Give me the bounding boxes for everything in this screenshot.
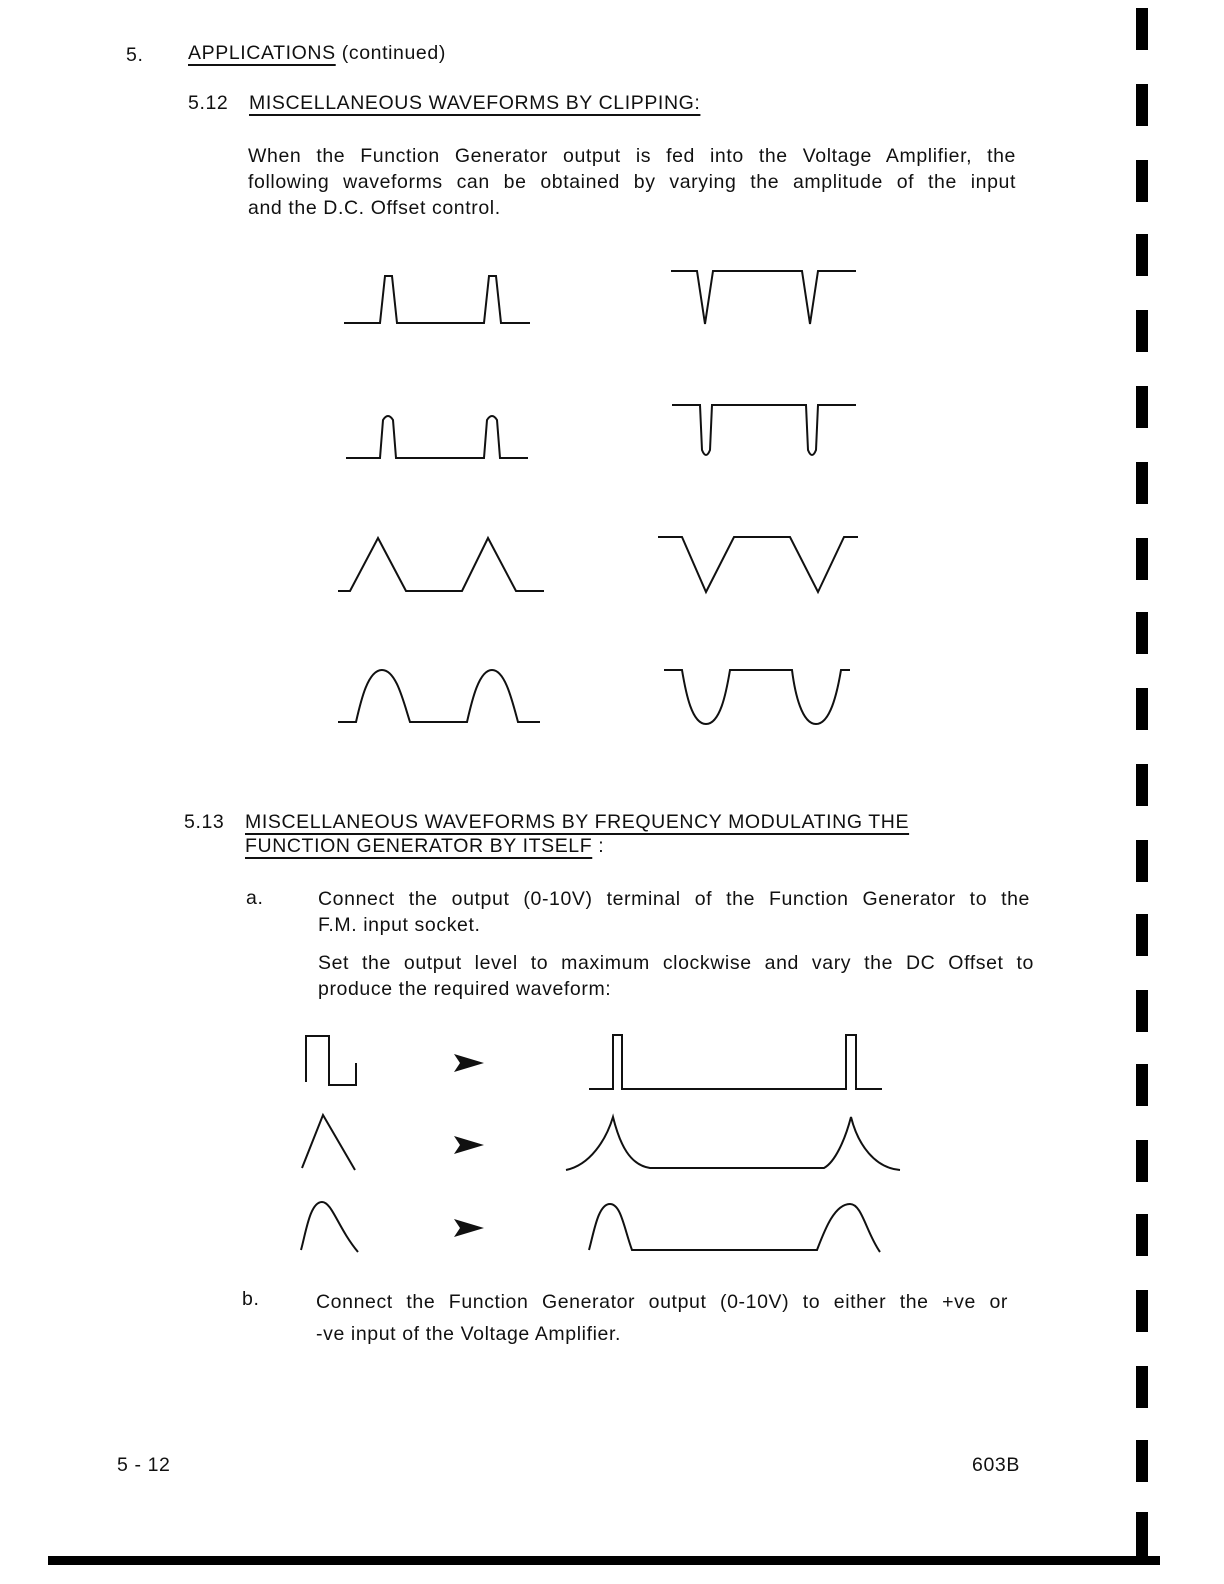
binding-mark xyxy=(1136,1290,1148,1332)
bottom-rule xyxy=(48,1556,1160,1565)
binding-mark xyxy=(1136,462,1148,504)
step-a-line-2: F.M. input socket. xyxy=(318,914,481,936)
step-a-label: a. xyxy=(246,887,264,909)
step-a-line-3: Set the output level to maximum clockwise and vary the DC Offset to xyxy=(318,952,1034,974)
s512-line-3: and the D.C. Offset control. xyxy=(248,197,501,219)
s513-title-line-1 xyxy=(245,813,909,833)
triangle-waveform xyxy=(658,537,858,592)
binding-mark xyxy=(1136,688,1148,730)
pulse-train-waveform xyxy=(589,1204,880,1252)
s513-number: 5.13 xyxy=(184,811,225,833)
arrow-icon xyxy=(454,1136,484,1154)
binding-mark xyxy=(1136,914,1148,956)
step-b-paragraph xyxy=(316,1286,1008,1350)
sine-waveform xyxy=(338,670,540,722)
arrow-icon xyxy=(454,1219,484,1237)
step-a-paragraph-2 xyxy=(318,950,1034,1002)
pulse-train-waveform xyxy=(566,1117,900,1170)
clipped-triangle-waveform xyxy=(344,276,530,323)
s513-title-line-2-text: FUNCTION GENERATOR BY ITSELF xyxy=(245,835,593,857)
step-a-line-1: Connect the output (0-10V) terminal of the Function Generator to the xyxy=(318,888,1030,910)
binding-mark xyxy=(1136,538,1148,580)
section-number: 5. xyxy=(126,44,144,66)
step-a-paragraph xyxy=(318,886,1030,938)
section-title-text: APPLICATIONS xyxy=(188,42,336,64)
step-b-line-2: -ve input of the Voltage Amplifier. xyxy=(316,1323,622,1345)
s513-title-line-2 xyxy=(245,837,604,857)
triangle-waveform xyxy=(338,538,544,591)
binding-mark xyxy=(1136,840,1148,882)
square-waveform xyxy=(306,1036,356,1085)
binding-mark xyxy=(1136,1214,1148,1256)
section-title-suffix: (continued) xyxy=(341,42,446,64)
clipped-sine-waveform xyxy=(346,416,528,458)
pulse-train-waveform xyxy=(589,1035,882,1089)
binding-mark xyxy=(1136,1064,1148,1106)
arrow-icon xyxy=(454,1054,484,1072)
binding-mark xyxy=(1136,764,1148,806)
binding-mark xyxy=(1136,310,1148,352)
sine-waveform xyxy=(301,1202,358,1252)
sine-waveform xyxy=(664,670,850,724)
step-a-line-4: produce the required waveform: xyxy=(318,978,612,1000)
step-b-label: b. xyxy=(242,1288,260,1310)
s513-title-colon: : xyxy=(598,835,605,857)
s512-number: 5.12 xyxy=(188,92,229,114)
clipped-triangle-waveform xyxy=(671,271,856,324)
binding-mark xyxy=(1136,612,1148,654)
s512-title: MISCELLANEOUS WAVEFORMS BY CLIPPING: xyxy=(249,92,701,114)
s513-title-line-1-text: MISCELLANEOUS WAVEFORMS BY FREQUENCY MODULATING THE xyxy=(245,811,910,833)
binding-mark xyxy=(1136,160,1148,202)
s512-line-2: following waveforms can be obtained by varying the amplitude of the input xyxy=(248,171,1016,193)
step-b-line-1: Connect the Function Generator output (0-10V) to either the +ve or xyxy=(316,1291,1008,1313)
binding-mark xyxy=(1136,1366,1148,1408)
triangle-waveform xyxy=(302,1115,355,1170)
binding-mark xyxy=(1136,234,1148,276)
binding-mark xyxy=(1136,8,1148,50)
binding-mark xyxy=(1136,84,1148,126)
s512-line-1: When the Function Generator output is fed into the Voltage Amplifier, the xyxy=(248,145,1016,167)
binding-mark xyxy=(1136,1512,1148,1556)
clipped-sine-waveform xyxy=(672,405,856,455)
binding-mark xyxy=(1136,386,1148,428)
binding-mark xyxy=(1136,1440,1148,1482)
binding-mark xyxy=(1136,990,1148,1032)
page-number: 5 - 12 xyxy=(117,1454,171,1476)
binding-mark xyxy=(1136,1140,1148,1182)
model-number: 603B xyxy=(972,1454,1020,1476)
